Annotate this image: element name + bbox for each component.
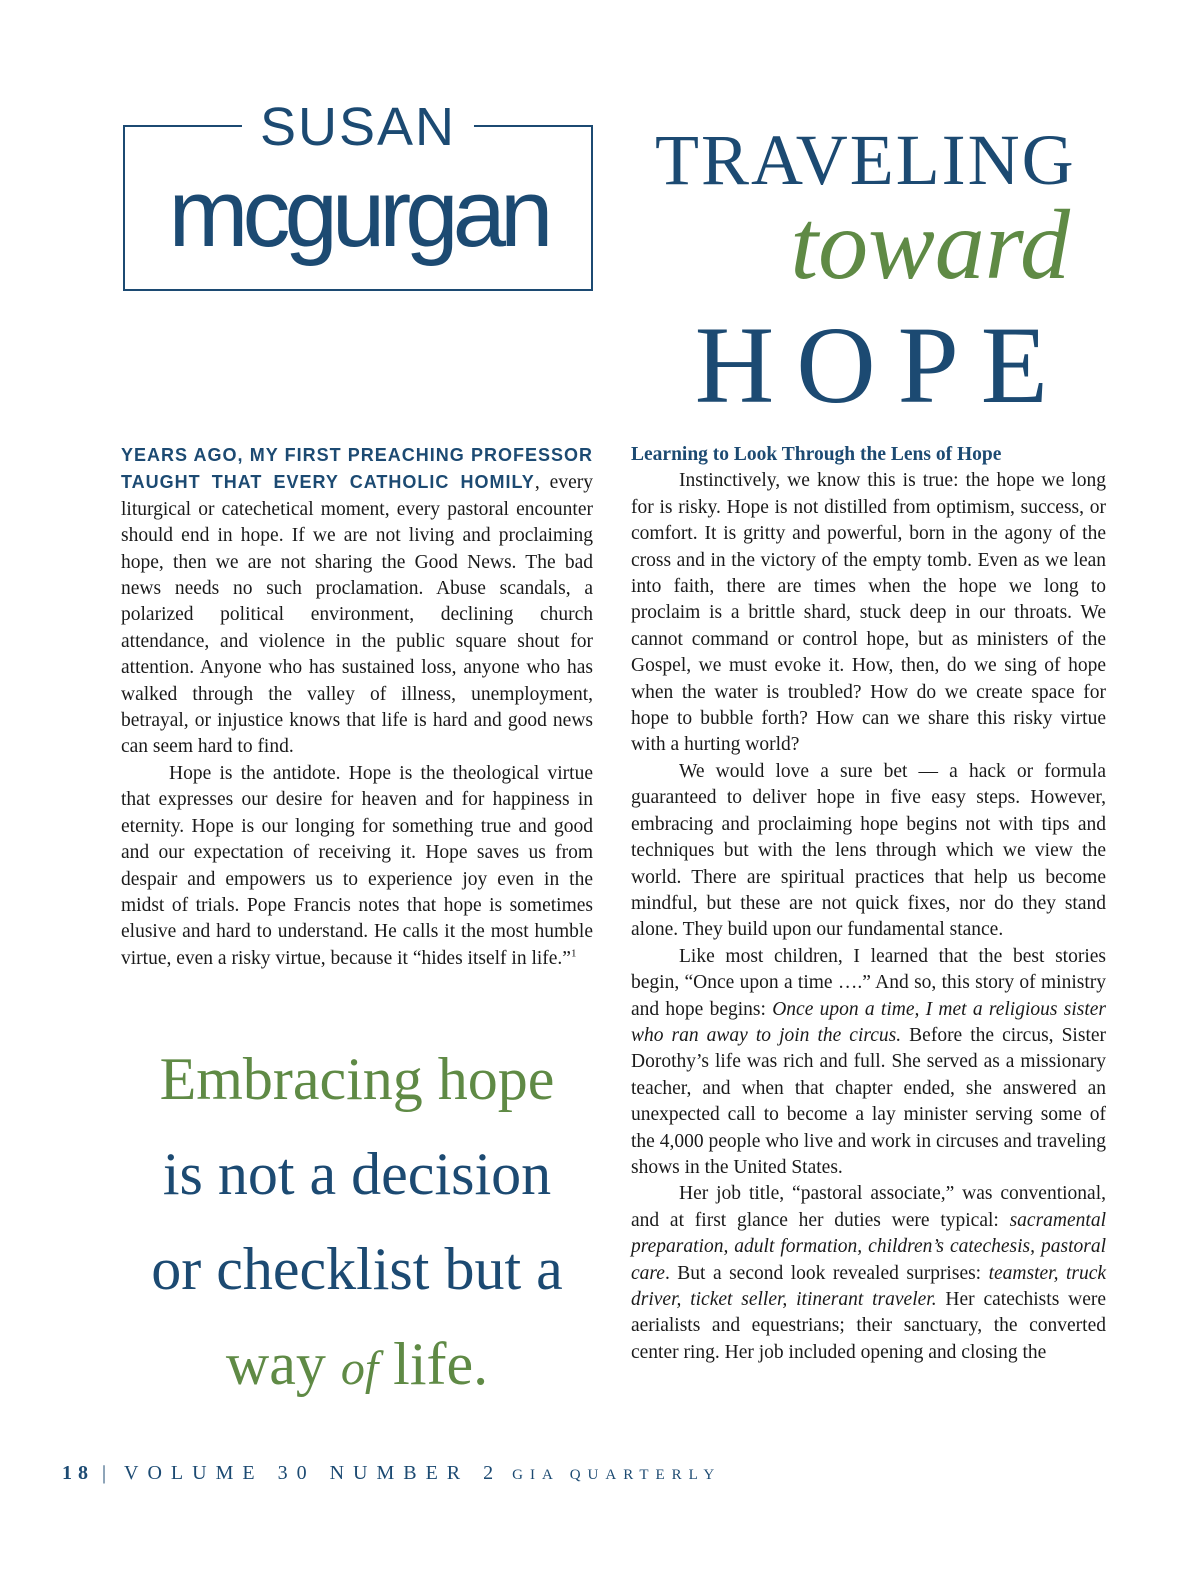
pull-quote-word: of (340, 1342, 379, 1395)
footnote-marker: 1 (570, 947, 577, 960)
paragraph-text: , every liturgical or catechetical moment, every pastoral encounter should end in hope. If we are not living and proclaiming hope, then we are not sharing the Good News. The bad news needs no such proclamation. Abuse scandals, a polarized political environment, declining church attendance, and violence in the public square shout for attention. Anyone who has sustained loss, anyone who has walked through the valley of illness, unemployment, betrayal, or injustice knows that life is hard and good news can seem hard to find. (121, 472, 593, 758)
pull-quote-line: Embracing hope (159, 1046, 555, 1112)
pull-quote-word: life. (378, 1331, 489, 1397)
section-heading: Learning to Look Through the Lens of Hope (631, 444, 1002, 465)
paragraph-text: Before the circus, Sister Dorothy’s life was rich and full. She served as a missionary teacher, and when that chapter ended, she answered an unexpected call to become a lay minister serving some of the 4,000 people who live and work in circuses and traveling shows in the United States. (631, 1024, 1107, 1178)
paragraph (631, 944, 1106, 1182)
right-column (631, 442, 1106, 1366)
author-last-name: mcgurgan (168, 160, 548, 267)
pull-quote-line: is not a decision (162, 1141, 552, 1207)
volume-info: VOLUME 30 NUMBER 2 (124, 1462, 503, 1484)
pull-quote-word: way (225, 1331, 341, 1397)
left-column (121, 442, 593, 972)
paragraph-italic: sacramental preparation, adult formation, children’s catechesis, pastoral care (631, 1209, 1106, 1284)
footer-separator: | (102, 1462, 107, 1484)
pull-quote (121, 1032, 593, 1416)
paragraph-text: Hope is the antidote. Hope is the theological virtue that expresses our desire for heaven and for happiness in eternity. Hope is our longing for something true and good and our expectation of receiving it. Hope saves us from despair and empowers us to experience joy even in the midst of trials. Pope Francis notes that hope is sometimes elusive and hard to understand. He calls it the most humble virtue, even a risky virtue, because it “hides itself in life.” (121, 762, 593, 969)
paragraph: Instinctively, we know this is true: the hope we long for is risky. Hope is not distilled from optimism, success, or comfort. It is gritty and powerful, born in the agony of the cross and in the victory of the empty tomb. Even as we lean into faith, there are times when the hope we long to proclaim is a brittle shard, stuck deep in our throats. We cannot command or control hope, but as ministers of the Gospel, we must evoke it. How, then, do we sing of hope when the water is troubled? How do we create space for hope to bubble forth? How can we share this risky virtue with a hurting world? (631, 470, 1106, 756)
page-number: 18 (62, 1462, 94, 1484)
paragraph: We would love a sure bet — a hack or formula guaranteed to deliver hope in five easy steps. However, embracing and proclaiming hope begins not with tips and techniques but with the lens through which we view the world. There are spiritual practices that help us become mindful, but these are not quick fixes, nor do they stand alone. They build upon our fundamental stance. (631, 760, 1106, 941)
author-first-name: SUSAN (242, 97, 474, 157)
article-title-line-2: toward (790, 189, 1070, 300)
article-title-line-3: HOPE (694, 304, 1070, 426)
publication-name: GIA QUARTERLY (512, 1467, 722, 1483)
paragraph-text: Her job title, “pastoral associate,” was conventional, and at first glance her duties were typical: (631, 1183, 1106, 1231)
paragraph (121, 761, 593, 972)
lead-in-caps: YEARS AGO, MY FIRST PREACHING PROFESSOR TAUGHT THAT EVERY CATHOLIC HOMILY (121, 445, 593, 493)
paragraph-text: Her catechists were aerialists and equestrians; their sanctuary, the converted center ring. Her job included opening and closing the (631, 1289, 1107, 1363)
pull-quote-line (121, 1317, 593, 1416)
paragraph-italic: teamster, truck driver, ticket seller, itinerant traveler. (631, 1262, 1107, 1310)
page-footer (62, 1462, 721, 1485)
article-title-line-1: TRAVELING (655, 120, 1076, 200)
paragraph-text: Like most children, I learned that the best stories begin, “Once upon a time ….” And so, this story of ministry and hope begins: (631, 945, 1106, 1020)
paragraph-italic: Once upon a time, I met a religious sister who ran away to join the circus. (631, 998, 1107, 1046)
paragraph (631, 1181, 1106, 1366)
paragraph (121, 442, 593, 761)
author-box (123, 97, 593, 291)
pull-quote-line: or checklist but a (151, 1236, 563, 1302)
paragraph-text: . But a second look revealed surprises: (664, 1262, 989, 1284)
